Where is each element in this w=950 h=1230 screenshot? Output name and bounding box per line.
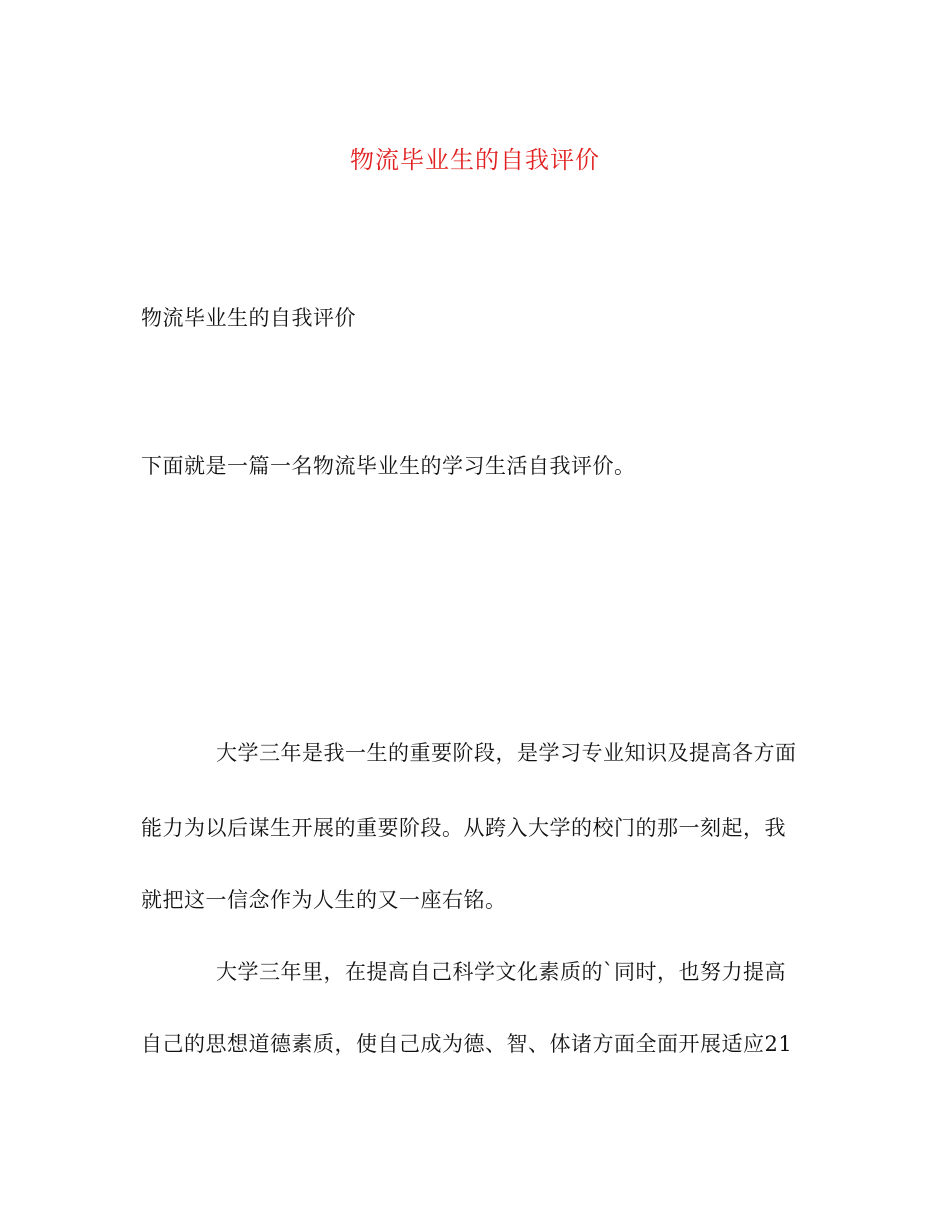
paragraph2-line1: 大学三年里，在提高自己科学文化素质的`同时，也努力提高 [216,960,786,984]
paragraph1-line3: 就把这一信念作为人生的又一座右铭。 [141,888,507,912]
document-title: 物流毕业生的自我评价 [350,146,600,174]
intro-text: 下面就是一篇一名物流毕业生的学习生活自我评价。 [141,454,636,478]
document-subtitle: 物流毕业生的自我评价 [141,306,356,330]
paragraph1-line1: 大学三年是我一生的重要阶段，是学习专业知识及提高各方面 [216,741,797,765]
paragraph2-line2: 自己的思想道德素质，使自己成为德、智、体诸方面全面开展适应21 [141,1032,793,1056]
paragraph1-line2: 能力为以后谋生开展的重要阶段。从跨入大学的校门的那一刻起，我 [141,816,786,840]
